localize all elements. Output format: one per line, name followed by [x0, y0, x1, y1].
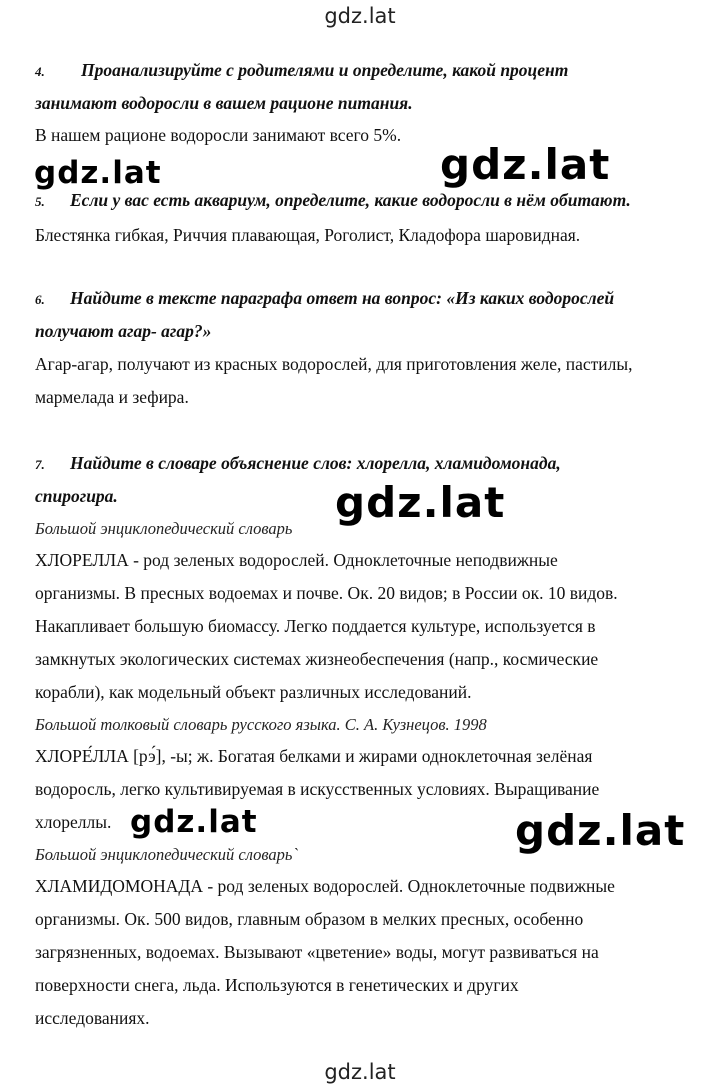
footer-watermark: gdz.lat — [324, 1060, 396, 1084]
watermark: gdz.lat — [34, 155, 162, 191]
watermark: gdz.lat — [130, 804, 258, 840]
watermark: gdz.lat — [440, 140, 611, 189]
question-4 — [35, 60, 568, 81]
answer-6-line1: Агар-агар, получают из красных водорослей, для приготовления желе, пастилы, — [35, 354, 633, 374]
definition-line: загрязненных, водоемах. Вызывают «цветение» воды, могут развиваться на — [35, 942, 599, 962]
question-text: Найдите в словаре объяснение слов: хлорелла, хламидомонада, — [70, 453, 561, 473]
watermark: gdz.lat — [335, 478, 506, 527]
question-6-line2: получают агар- агар?» — [35, 321, 212, 341]
question-text: Найдите в тексте параграфа ответ на вопрос: «Из каких водорослей — [70, 288, 615, 308]
definition-line: корабли), как модельный объект различных исследований. — [35, 682, 472, 702]
definition-line: хлореллы. — [35, 812, 112, 832]
dictionary-source: Большой энциклопедический словарь` — [35, 845, 298, 864]
question-text: Проанализируйте с родителями и определите, какой процент — [81, 60, 569, 80]
answer-4: В нашем рационе водоросли занимают всего 5%. — [35, 125, 402, 145]
dictionary-source: Большой энциклопедический словарь — [35, 519, 293, 538]
dictionary-source: Большой толковый словарь русского языка. С. А. Кузнецов. 1998 — [35, 715, 487, 734]
question-number: 7. — [35, 457, 45, 472]
definition-line: организмы. Ок. 500 видов, главным образом в мелких пресных, особенно — [35, 909, 584, 929]
header-watermark: gdz.lat — [324, 4, 396, 28]
definition-line: ХЛОРЕЛЛА - род зеленых водорослей. Одноклеточные неподвижные — [35, 550, 558, 570]
definition-line: ХЛОРЕ́ЛЛА [рэ́], -ы; ж. Богатая белками и жирами одноклеточная зелёная — [35, 746, 593, 766]
definition-line: поверхности снега, льда. Используются в генетических и других — [35, 975, 519, 995]
question-7 — [35, 453, 561, 474]
question-number: 4. — [35, 64, 45, 79]
definition-line: исследованиях. — [35, 1008, 150, 1028]
definition-line: Накапливает большую биомассу. Легко поддается культуре, используется в — [35, 616, 596, 636]
question-text: Если у вас есть аквариум, определите, какие водоросли в нём обитают. — [70, 190, 631, 210]
question-number: 6. — [35, 292, 45, 307]
question-4-line2: занимают водоросли в вашем рационе питания. — [35, 93, 413, 113]
definition-line: организмы. В пресных водоемах и почве. Ок. 20 видов; в России ок. 10 видов. — [35, 583, 618, 603]
question-7-line2: спирогира. — [35, 486, 118, 506]
definition-line: водоросль, легко культивируемая в искусственных условиях. Выращивание — [35, 779, 600, 799]
question-6 — [35, 288, 614, 309]
question-5 — [35, 190, 631, 211]
answer-5: Блестянка гибкая, Риччия плавающая, Роголист, Кладофора шаровидная. — [35, 225, 581, 245]
answer-6-line2: мармелада и зефира. — [35, 387, 189, 407]
definition-line: замкнутых экологических системах жизнеобеспечения (напр., космические — [35, 649, 599, 669]
question-number: 5. — [35, 194, 45, 209]
watermark: gdz.lat — [515, 806, 686, 855]
definition-line: ХЛАМИДОМОНАДА - род зеленых водорослей. Одноклеточные подвижные — [35, 876, 615, 896]
